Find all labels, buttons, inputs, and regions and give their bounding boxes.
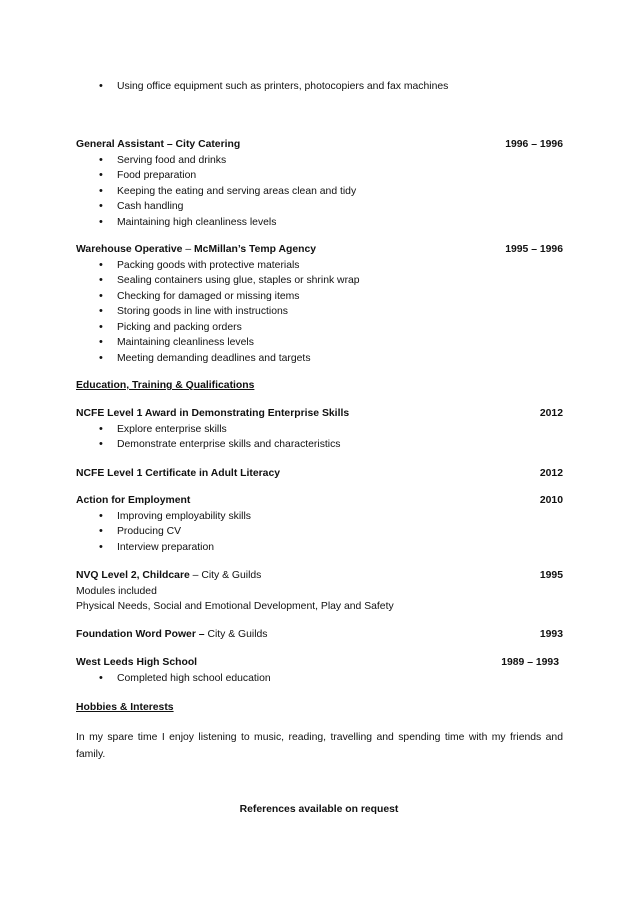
edu-foundation-word-power: Foundation Word Power – City & Guilds 1993 (76, 627, 563, 643)
edu-provider: City & Guilds (201, 570, 262, 581)
edu-title: NCFE Level 1 Certificate in Adult Literacy (76, 468, 281, 479)
edu-dates: 2012 (539, 468, 563, 479)
job-header: Warehouse Operative – McMillan’s Temp Agency 1995 – 1996 (76, 242, 563, 258)
list-item: • Demonstrate enterprise skills and characteristics (76, 437, 563, 453)
edu-line: Modules included (76, 585, 157, 597)
edu-provider: City & Guilds (207, 629, 268, 640)
edu-west-leeds-high-school (76, 655, 563, 686)
edu-dates: 2012 (539, 408, 563, 419)
list-item: • Explore enterprise skills (76, 422, 563, 438)
list-item: • Sealing containers using glue, staples or shrink wrap (76, 273, 563, 289)
job-duties (76, 153, 563, 231)
list-item: • Keeping the eating and serving areas clean and tidy (76, 184, 563, 200)
hobbies-section (76, 700, 563, 716)
list-item: • Picking and packing orders (76, 320, 563, 336)
edu-enterprise-skills (76, 406, 563, 453)
list-item: • Completed high school education (76, 671, 563, 687)
list-item: • Storing goods in line with instructions (76, 304, 563, 320)
job-general-assistant (76, 137, 563, 230)
education-section (76, 378, 563, 394)
edu-title: Foundation Word Power (76, 629, 196, 640)
hobbies-heading: Hobbies & Interests (76, 702, 174, 713)
list-item: • Serving food and drinks (76, 153, 563, 169)
list-item: • Maintaining cleanliness levels (76, 335, 563, 351)
list-item: • Cash handling (76, 199, 563, 215)
list-item: • Maintaining high cleanliness levels (76, 215, 563, 231)
edu-action-for-employment (76, 493, 563, 555)
edu-nvq-childcare: NVQ Level 2, Childcare – City & Guilds 1995 Modules included Physical Needs, Social and Emotional Development, Play and Safety (76, 568, 563, 615)
edu-line: Physical Needs, Social and Emotional Development, Play and Safety (76, 601, 394, 612)
hobbies-text: In my spare time I enjoy listening to music, reading, travelling and spending time with my friends and family. (76, 732, 563, 760)
education-heading: Education, Training & Qualifications (76, 380, 255, 391)
list-item: • Using office equipment such as printers, photocopiers and fax machines (76, 79, 563, 95)
job-employer: McMillan’s Temp Agency (194, 244, 317, 255)
edu-title: NCFE Level 1 Award in Demonstrating Enterprise Skills (76, 408, 350, 419)
references-note: References available on request (239, 804, 399, 815)
job-warehouse-operative (76, 242, 563, 366)
edu-dates: 1993 (539, 629, 563, 640)
list-item: • Improving employability skills (76, 509, 563, 525)
list-item: • Meeting demanding deadlines and targets (76, 351, 563, 367)
list-item: • Packing goods with protective materials (76, 258, 563, 274)
job-employer: City Catering (175, 139, 241, 150)
edu-title: Action for Employment (76, 495, 191, 506)
edu-dates: 1995 (539, 570, 563, 581)
job-dates: 1995 – 1996 (505, 244, 563, 255)
list-item: • Interview preparation (76, 540, 563, 556)
list-item: • Checking for damaged or missing items (76, 289, 563, 305)
job-title: Warehouse Operative (76, 244, 183, 255)
job-dates: 1996 – 1996 (505, 139, 563, 150)
job-header: General Assistant – City Catering 1996 – 1996 (76, 137, 563, 153)
list-item: • Producing CV (76, 524, 563, 540)
previous-job-bullets (76, 79, 563, 95)
job-title: General Assistant (76, 139, 164, 150)
edu-dates: 1989 – 1993 (501, 657, 559, 668)
edu-title: NVQ Level 2, Childcare (76, 570, 190, 581)
job-duties (76, 258, 563, 367)
list-item: • Food preparation (76, 168, 563, 184)
edu-dates: 2010 (539, 495, 563, 506)
edu-adult-literacy (76, 466, 563, 482)
edu-title: West Leeds High School (76, 657, 198, 668)
